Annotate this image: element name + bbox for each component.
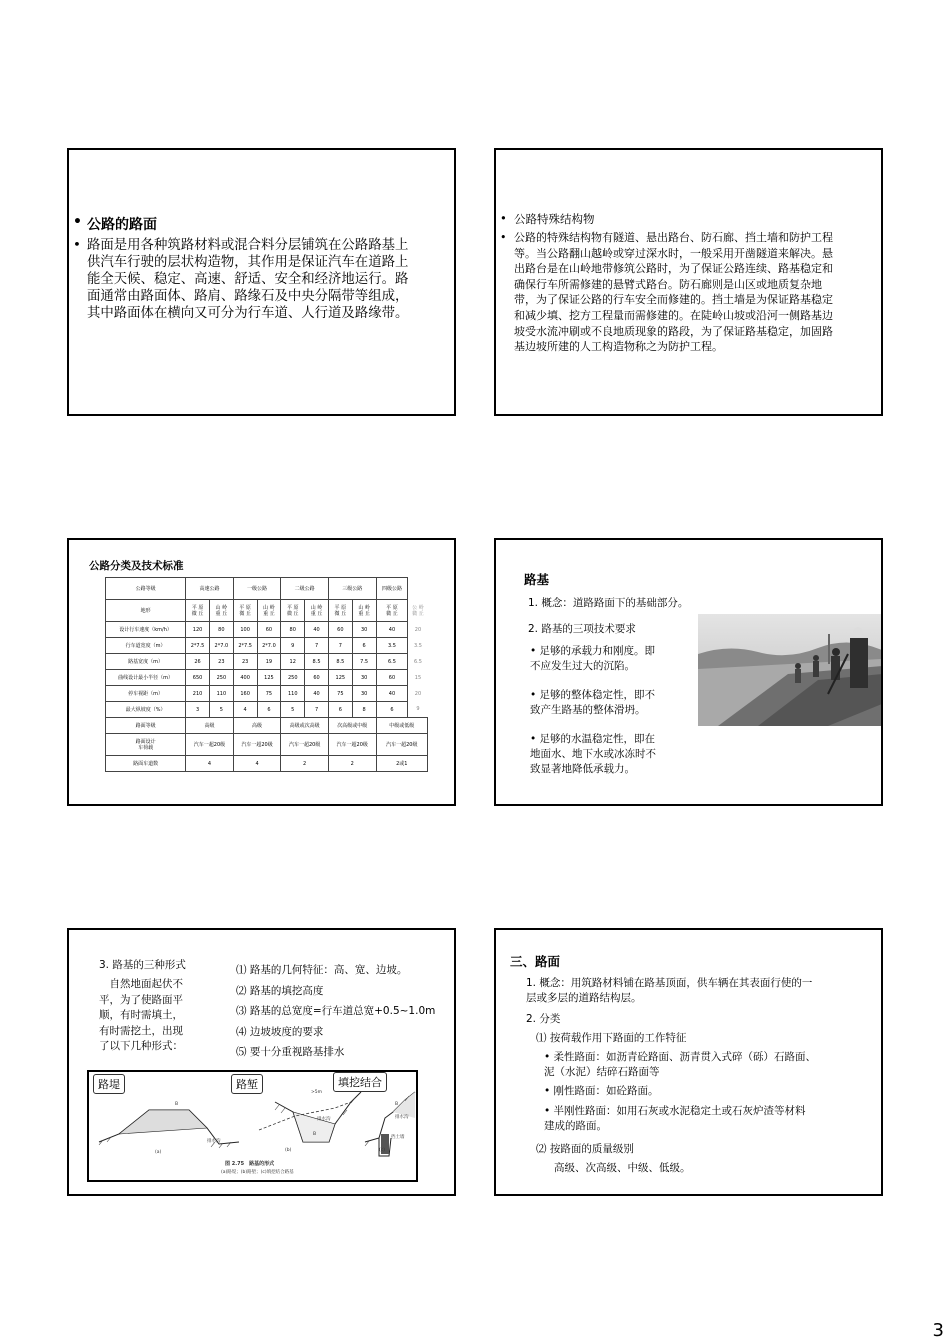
table-header-cell: 公路等级 xyxy=(106,578,186,600)
table-cell: 160 xyxy=(233,686,257,702)
table-row xyxy=(106,670,428,686)
table-cell: 6.5 xyxy=(376,654,408,670)
slide-body xyxy=(73,237,409,322)
table-header-cell: 四级公路 xyxy=(376,578,408,600)
table-cell: 5 xyxy=(281,702,305,718)
table-cell: 40 xyxy=(376,622,408,638)
table-cell: 2 xyxy=(328,756,376,772)
table-cell: 60 xyxy=(257,622,281,638)
fig-label: 排水沟 xyxy=(207,1139,221,1144)
table-cell: 9 xyxy=(408,702,428,718)
requirement-item: • 足够的整体稳定性，即不 致产生路基的整体滑坍。 xyxy=(530,689,656,716)
table-cell: 26 xyxy=(186,654,210,670)
table-cell: 40 xyxy=(305,622,329,638)
table-cell: 汽车一超20级 xyxy=(376,734,427,756)
slide-body xyxy=(500,230,836,355)
tag-embankment: 路堤 xyxy=(93,1074,125,1094)
fig-label: (a) xyxy=(155,1150,162,1155)
geometry-point: ⑷ 边坡坡度的要求 xyxy=(236,1025,324,1038)
table-cell: 平 原 微 丘 xyxy=(233,600,257,622)
requirement-item: • 足够的承载力和刚度。即 不应发生过大的沉陷。 xyxy=(530,645,656,672)
bullet-icon: • xyxy=(73,238,81,253)
slide-pavement xyxy=(494,928,883,1196)
table-cell: 250 xyxy=(281,670,305,686)
geometry-point: ⑶ 路基的总宽度=行车道总宽+0.5~1.0m xyxy=(236,1005,436,1017)
slide-title: 路基 xyxy=(524,572,550,587)
geometry-point: ⑴ 路基的几何特征：高、宽、边坡。 xyxy=(236,964,408,976)
table-cell: 7.5 xyxy=(352,654,376,670)
fig-label: 挡土墙 xyxy=(391,1135,405,1140)
table-cell: 公 岭 微 丘 xyxy=(408,600,428,622)
concept-text: 1. 概念：用筑路材料铺在路基顶面，供车辆在其表面行使的一 层或多层的道路结构层。 xyxy=(526,977,813,1004)
table-row xyxy=(106,600,428,622)
table-cell: 2或1 xyxy=(376,756,427,772)
table-cell: 19 xyxy=(257,654,281,670)
table-cell: 高级或次高级 xyxy=(281,718,329,734)
table-cell: 100 xyxy=(233,622,257,638)
table-header-cell: 一级公路 xyxy=(233,578,281,600)
title-text: 公路的路面 xyxy=(87,217,157,233)
table-cell: 山 岭 重 丘 xyxy=(257,600,281,622)
table-cell: 6 xyxy=(257,702,281,718)
fig-caption: 图 2.75 路基的形式 xyxy=(225,1161,275,1167)
table-row-label: 设计行车速度（km/h） xyxy=(106,622,186,638)
table-cell: 中级或低级 xyxy=(376,718,427,734)
rigid-item: • 刚性路面：如砼路面。 xyxy=(544,1085,659,1097)
table-cell: 6 xyxy=(376,702,408,718)
slide-special-structures xyxy=(494,148,883,416)
table-row xyxy=(106,702,428,718)
table-cell: 山 岭 重 丘 xyxy=(305,600,329,622)
fig-label: 排水沟 xyxy=(317,1117,331,1122)
table-row xyxy=(106,734,428,756)
table-cell: 路面车道数 xyxy=(106,756,186,772)
slide-subgrade xyxy=(494,538,883,806)
construction-photo xyxy=(698,614,882,726)
fig-label: 排水沟 xyxy=(395,1115,409,1120)
table-cell: 地形 xyxy=(106,600,186,622)
table-cell: 次高级或中级 xyxy=(328,718,376,734)
table-header-cell: 三级公路 xyxy=(328,578,376,600)
table-row xyxy=(106,686,428,702)
table-cell: 3.5 xyxy=(408,638,428,654)
by-load-title: ⑴ 按荷载作用下路面的工作特征 xyxy=(536,1032,687,1044)
table-cell: 40 xyxy=(305,686,329,702)
table-cell: 30 xyxy=(352,622,376,638)
table-cell: 23 xyxy=(233,654,257,670)
table-cell: 3 xyxy=(186,702,210,718)
subgrade-forms-figure xyxy=(87,1070,418,1182)
table-cell: 23 xyxy=(209,654,233,670)
table-cell: 400 xyxy=(233,670,257,686)
slide-title xyxy=(73,214,157,234)
slide-road-surface xyxy=(67,148,456,416)
table-cell: 6.5 xyxy=(408,654,428,670)
fig-subcaption: (a)路堤；(b)路堑；(c)填挖结合路基 xyxy=(221,1170,294,1175)
table-cell: 山 岭 重 丘 xyxy=(352,600,376,622)
forms-title: 3. 路基的三种形式 xyxy=(99,959,186,971)
slide-road-classification xyxy=(67,538,456,806)
table-row xyxy=(106,638,428,654)
table-cell: 15 xyxy=(408,670,428,686)
slide-title: 公路分类及技术标准 xyxy=(89,560,184,572)
slide-title: 三、路面 xyxy=(510,954,561,969)
table-header-cell xyxy=(408,578,428,600)
bullet-icon: • xyxy=(500,211,507,225)
tag-cut-fill: 填挖结合 xyxy=(333,1072,387,1092)
ground-hatch xyxy=(275,1105,279,1110)
table-cell: 2 xyxy=(281,756,329,772)
table-cell: 2*7.5 xyxy=(233,638,257,654)
table-cell: 4 xyxy=(233,702,257,718)
table-cell: 110 xyxy=(281,686,305,702)
table-cell: 汽车一超20级 xyxy=(186,734,234,756)
ground-hatch xyxy=(337,1116,341,1121)
table-row xyxy=(106,622,428,638)
table-cell: 山 岭 重 丘 xyxy=(209,600,233,622)
table-cell: 125 xyxy=(257,670,281,686)
table-cell: 9 xyxy=(281,638,305,654)
table-cell: 40 xyxy=(376,686,408,702)
table-cell: 8.5 xyxy=(305,654,329,670)
table-cell: 110 xyxy=(209,686,233,702)
table-cell: 20 xyxy=(408,622,428,638)
fig-label: (c) xyxy=(379,1148,385,1153)
table-cell: 75 xyxy=(328,686,352,702)
table-cell: 2*7.5 xyxy=(186,638,210,654)
table-cell: 高级 xyxy=(186,718,234,734)
tag-cutting: 路堑 xyxy=(231,1074,263,1094)
table-cell: 高级 xyxy=(233,718,281,734)
table-cell: 60 xyxy=(328,622,352,638)
table-cell: 7 xyxy=(305,702,329,718)
table-cell: 4 xyxy=(233,756,281,772)
title-text: 公路特殊结构物 xyxy=(514,212,595,226)
table-cell: 3.5 xyxy=(376,638,408,654)
slide-subgrade-forms xyxy=(67,928,456,1196)
table-row-label: 最大纵坡度（%） xyxy=(106,702,186,718)
table-cell: 60 xyxy=(376,670,408,686)
table-cell: 210 xyxy=(186,686,210,702)
table-cell: 650 xyxy=(186,670,210,686)
table-cell: 80 xyxy=(281,622,305,638)
fig-label: B xyxy=(175,1102,179,1107)
table-cell: 7 xyxy=(328,638,352,654)
table-cell: 60 xyxy=(305,670,329,686)
table-cell: 20 xyxy=(408,686,428,702)
table-cell: 路面设计 车荷载 xyxy=(106,734,186,756)
standards-table xyxy=(105,577,428,772)
levels-text: 高级、次高级、中级、低级。 xyxy=(554,1162,691,1174)
table-cell: 平 原 微 丘 xyxy=(186,600,210,622)
table-row xyxy=(106,718,428,734)
table-cell: 75 xyxy=(257,686,281,702)
table-cell: 8.5 xyxy=(328,654,352,670)
table-row-label: 曲线设计最小半径（m） xyxy=(106,670,186,686)
table-cell: 6 xyxy=(328,702,352,718)
slide-title xyxy=(500,211,595,227)
fig-label: >5m xyxy=(311,1090,323,1095)
fig-label: B xyxy=(313,1132,317,1137)
by-quality-title: ⑵ 按路面的质量级别 xyxy=(536,1143,634,1155)
table-cell: 汽车一超20级 xyxy=(233,734,281,756)
table-cell: 7 xyxy=(305,638,329,654)
table-row-label: 路基宽度（m） xyxy=(106,654,186,670)
table-cell: 汽车一超20级 xyxy=(328,734,376,756)
table-cell: 125 xyxy=(328,670,352,686)
table-cell: 平 原 微 丘 xyxy=(376,600,408,622)
ground-hatch xyxy=(351,1098,355,1103)
semi-rigid-item: • 半刚性路面：如用石灰或水泥稳定土或石灰炉渣等材料 建成的路面。 xyxy=(544,1105,806,1132)
table-cell: 路面等级 xyxy=(106,718,186,734)
body-text: 公路的特殊结构物有隧道、悬出路台、防石廊、挡土墙和防护工程等。当公路翻山越岭或穿过深水时，一般采用开凿隧道来解决。悬出路台是在山岭地带修筑公路时，为了保证公路连续、路基稳定和确保行车所需修建的悬臂式路台。防石廊则是山区或地质复杂地带，为了保证公路的行车安全而修建的。挡土墙是为保证路基稳定和减少填、挖方工程量而需修建的。在陡岭山坡或沿河一侧路基边坡受水流冲刷或不良地质现象的路段，为了保证路基稳定，加固路基边坡所建的人工构造物称之为防护工程。 xyxy=(514,231,833,354)
requirement-item: • 足够的水温稳定性，即在 地面水、地下水或冰冻时不 致显著地降低承载力。 xyxy=(530,733,656,775)
bullet-icon: • xyxy=(500,231,507,244)
table-cell: 5 xyxy=(209,702,233,718)
table-cell: 30 xyxy=(352,670,376,686)
table-header-cell: 高速公路 xyxy=(186,578,234,600)
table-cell: 8 xyxy=(352,702,376,718)
table-cell: 80 xyxy=(209,622,233,638)
table-row-label: 停车视距（m） xyxy=(106,686,186,702)
table-cell: 平 原 微 丘 xyxy=(328,600,352,622)
table-cell: 4 xyxy=(186,756,234,772)
fig-label: (b) xyxy=(285,1148,292,1153)
table-cell: 120 xyxy=(186,622,210,638)
table-cell: 30 xyxy=(352,686,376,702)
flexible-item: • 柔性路面：如沥青砼路面、沥青贯入式碎（砾）石路面、 泥（水泥）结碎石路面等 xyxy=(544,1051,817,1078)
page-number: 3 xyxy=(932,1320,944,1341)
table-row-label: 行车道宽度（m） xyxy=(106,638,186,654)
table-header-cell: 二级公路 xyxy=(281,578,329,600)
table-cell: 2*7.0 xyxy=(209,638,233,654)
table-cell: 6 xyxy=(352,638,376,654)
ground-hatch xyxy=(281,1108,285,1113)
table-cell: 汽车一超20级 xyxy=(281,734,329,756)
fig-label: B xyxy=(395,1102,399,1107)
classify-title: 2. 分类 xyxy=(526,1013,561,1025)
table-cell: 平 原 微 丘 xyxy=(281,600,305,622)
geometry-point: ⑵ 路基的填挖高度 xyxy=(236,984,324,997)
table-row xyxy=(106,756,428,772)
table-cell: 250 xyxy=(209,670,233,686)
requirements-title: 2. 路基的三项技术要求 xyxy=(528,623,636,635)
forms-body: 自然地面起伏不 平，为了使路面平 顺，有时需填土， 有时需挖土，出现 了以下几种形式： xyxy=(99,978,183,1052)
table-cell: 2*7.0 xyxy=(257,638,281,654)
body-text: 路面是用各种筑路材料或混合料分层铺筑在公路路基上供汽车行驶的层状构造物，其作用是保证汽车在道路上能全天候、稳定、高速、舒适、安全和经济地运行。路面通常由路面体、路肩、路缘石及中央分隔带等组成，其中路面体在横向又可分为行车道、人行道及路缘带。 xyxy=(87,238,409,321)
table-row xyxy=(106,654,428,670)
bullet-icon: • xyxy=(73,214,82,230)
table-cell: 12 xyxy=(281,654,305,670)
concept-text: 1. 概念：道路路面下的基础部分。 xyxy=(528,597,689,609)
geometry-point: ⑸ 要十分重视路基排水 xyxy=(236,1046,345,1058)
